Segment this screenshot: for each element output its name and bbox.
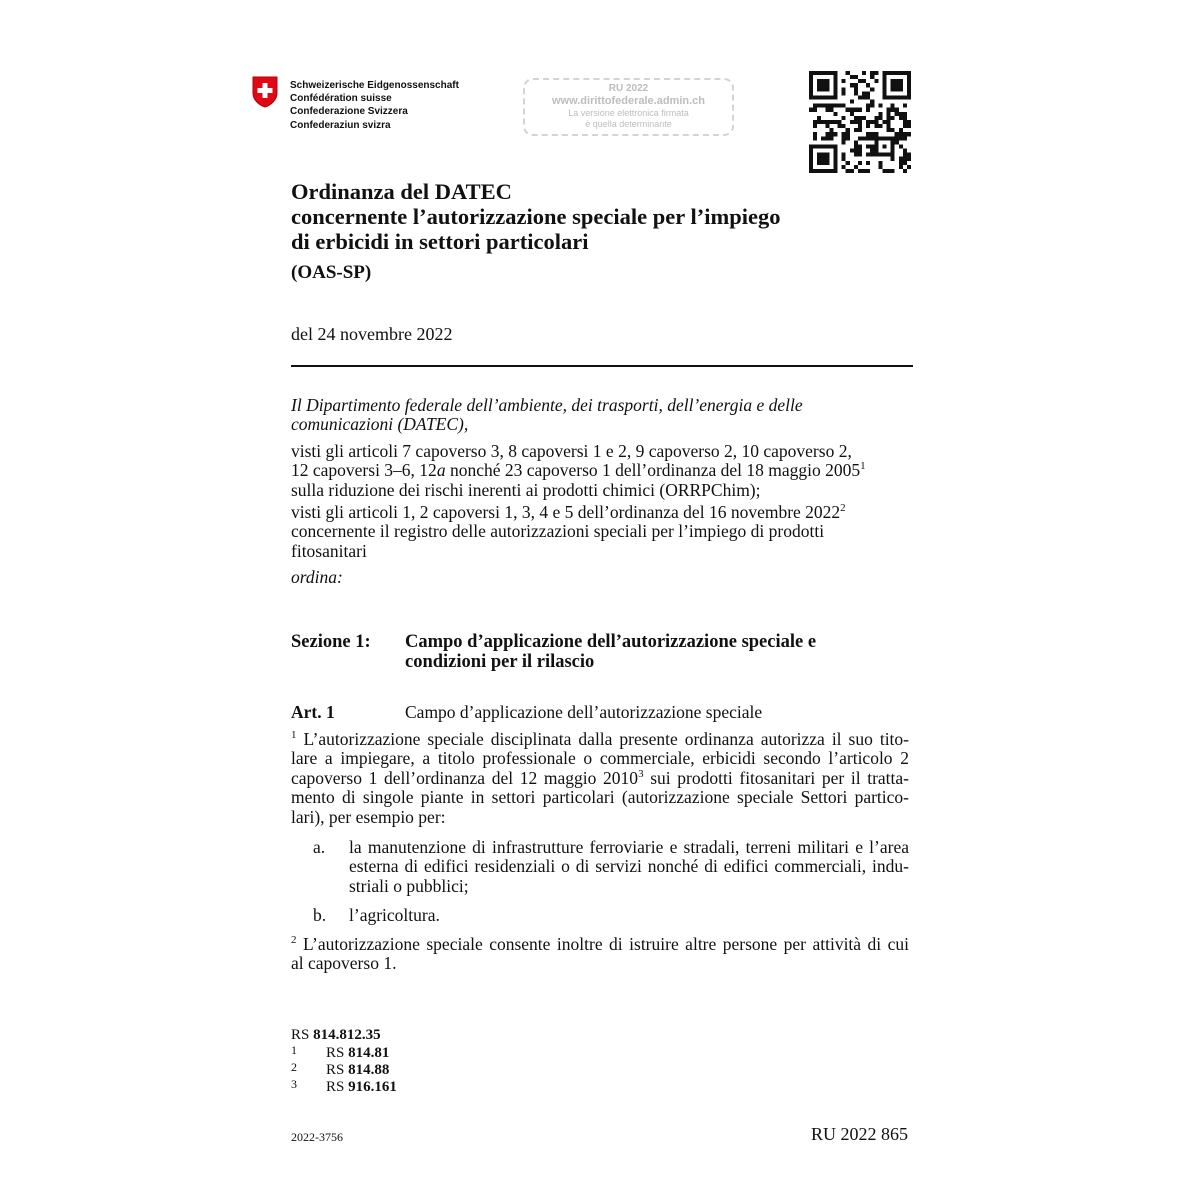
visti1-line-1: visti gli articoli 7 capoverso 3, 8 capoversi 1 e 2, 9 capoverso 2, 10 capoverso 2,: [291, 441, 852, 461]
para2-line-1: [291, 935, 909, 954]
visti2-line-1: [291, 503, 909, 522]
official-stamp: [523, 78, 734, 136]
article-paragraph-2: [291, 935, 909, 974]
para2-number: 2: [291, 934, 297, 947]
federation-name-de: Schweizerische Eidgenossenschaft: [290, 80, 459, 91]
document-title: [291, 179, 780, 254]
list-item-b: l’agricoltura.: [349, 905, 440, 925]
list-letter-a: a.: [313, 837, 326, 857]
authority-line-2: comunicazioni (DATEC),: [291, 414, 469, 435]
visti1-line-2-ital: a: [436, 460, 446, 481]
qr-code-icon: [809, 71, 911, 173]
preamble-authority: [291, 396, 803, 435]
title-line-3: di erbicidi in settori particolari: [291, 229, 589, 254]
para1-line-5: lari), per esempio per:: [291, 806, 446, 827]
list-a-line-3: striali o pubblici;: [349, 875, 469, 896]
section-title-line-2: condizioni per il rilascio: [405, 652, 595, 672]
footnote-ref-1[interactable]: 1: [860, 460, 866, 473]
footnote-2-ref[interactable]: 814.88: [348, 1062, 390, 1078]
para1-line-1: [291, 730, 909, 749]
section-title: [405, 632, 885, 672]
visti2-line-3: fitosanitari: [291, 540, 367, 561]
para1-number: 1: [291, 729, 297, 742]
footnote-3-ref[interactable]: 916.161: [348, 1079, 397, 1095]
stamp-note-2: è quella determinante: [585, 119, 672, 129]
footnote-1-ref[interactable]: 814.81: [348, 1045, 390, 1061]
title-divider: [291, 365, 913, 367]
stamp-ru: RU 2022: [608, 83, 649, 94]
rs-prefix: RS: [291, 1027, 314, 1043]
stamp-note-1: La versione elettronica firmata: [568, 108, 689, 118]
federation-names: [290, 79, 459, 132]
visti1-line-2: [291, 461, 909, 480]
preamble-ordina: ordina:: [291, 567, 343, 587]
footnote-1-text: [326, 1046, 389, 1062]
visti1-line-2-post: nonché 23 capoverso 1 dell’ordinanza del 18 maggio 2005: [445, 460, 861, 481]
footnote-3-text: [326, 1080, 397, 1096]
section-label: Sezione 1:: [291, 632, 371, 652]
ru-reference: RU 2022 865: [811, 1124, 909, 1144]
federation-name-rm: Confederaziun svizra: [290, 119, 391, 131]
footnote-1-prefix: RS: [326, 1045, 349, 1061]
footnote-2-prefix: RS: [326, 1062, 349, 1078]
para2-line-2: al capoverso 1.: [291, 953, 397, 974]
footnote-1-number: 1: [291, 1043, 297, 1057]
document-number: 2022-3756: [291, 1130, 343, 1144]
federation-name-fr: Confédération suisse: [290, 93, 392, 105]
footnote-ref-2[interactable]: 2: [840, 502, 846, 515]
document-date: del 24 novembre 2022: [291, 324, 453, 344]
title-line-1: Ordinanza del DATEC: [291, 179, 512, 204]
list-letter-b: b.: [313, 905, 327, 925]
visti2-line-1-pre: visti gli articoli 1, 2 capoversi 1, 3, 4 e 5 dell’ordinanza del 16 novembre 2022: [291, 502, 841, 522]
visti1-line-2-pre: 12 capoversi 3–6, 12: [291, 460, 437, 481]
list-a-line-2: esterna di edifici residenziali o di servizi nonché di edifici commerciali, indu-: [349, 856, 909, 877]
para2-line-1-text: L’autorizzazione speciale consente inoltre di istruire altre persone per attività di cui: [296, 934, 909, 954]
footnote-3-number: 3: [291, 1077, 297, 1091]
rs-number: 814.812.35: [313, 1027, 381, 1043]
title-abbreviation: (OAS-SP): [291, 262, 372, 283]
para1-line-1-text: L’autorizzazione speciale disciplinata dalla presente ordinanza autorizza il suo tito-: [296, 729, 909, 749]
para1-line-3: [291, 769, 909, 788]
footnote-ref-3[interactable]: 3: [638, 767, 644, 780]
list-item-a: [349, 838, 909, 896]
footnote-2-number: 2: [291, 1060, 297, 1074]
stamp-url: www.dirittofederale.admin.ch: [551, 95, 705, 107]
article-title: Campo d’applicazione dell’autorizzazione speciale: [405, 702, 763, 722]
authority-line-1: Il Dipartimento federale dell’ambiente, dei trasporti, dell’energia e delle: [291, 395, 803, 415]
para1-line-3-post: sui prodotti fitosanitari per il tratta-: [643, 767, 909, 788]
preamble-visti-1: [291, 442, 909, 500]
footnote-2-text: [326, 1063, 389, 1079]
article-label: Art. 1: [291, 702, 335, 722]
rs-reference: [291, 1028, 381, 1044]
para1-line-3-pre: capoverso 1 dell’ordinanza del 12 maggio 2010: [291, 767, 639, 788]
para1-line-2: lare a impiegare, a titolo professionale o commerciale, erbicidi secondo l’articolo 2: [291, 748, 909, 769]
list-a-line-1: la manutenzione di infrastrutture ferroviarie e stradali, terreni militari e l’area: [349, 837, 909, 857]
swiss-crest-icon: [252, 76, 278, 108]
visti2-line-2: concernente il registro delle autorizzazioni speciali per l’impiego di prodotti: [291, 521, 825, 542]
section-title-line-1: Campo d’applicazione dell’autorizzazione speciale e: [405, 632, 817, 652]
federation-name-it: Confederazione Svizzera: [290, 106, 408, 118]
para1-line-4: mento di singole piante in settori particolari (autorizzazione speciale Settori partico-: [291, 787, 909, 808]
footnote-3-prefix: RS: [326, 1079, 349, 1095]
visti1-line-3: sulla riduzione dei rischi inerenti ai prodotti chimici (ORRPChim);: [291, 479, 761, 500]
preamble-visti-2: [291, 503, 909, 561]
article-paragraph-1: [291, 730, 909, 827]
title-line-2: concernente l’autorizzazione speciale per l’impiego: [291, 204, 781, 229]
